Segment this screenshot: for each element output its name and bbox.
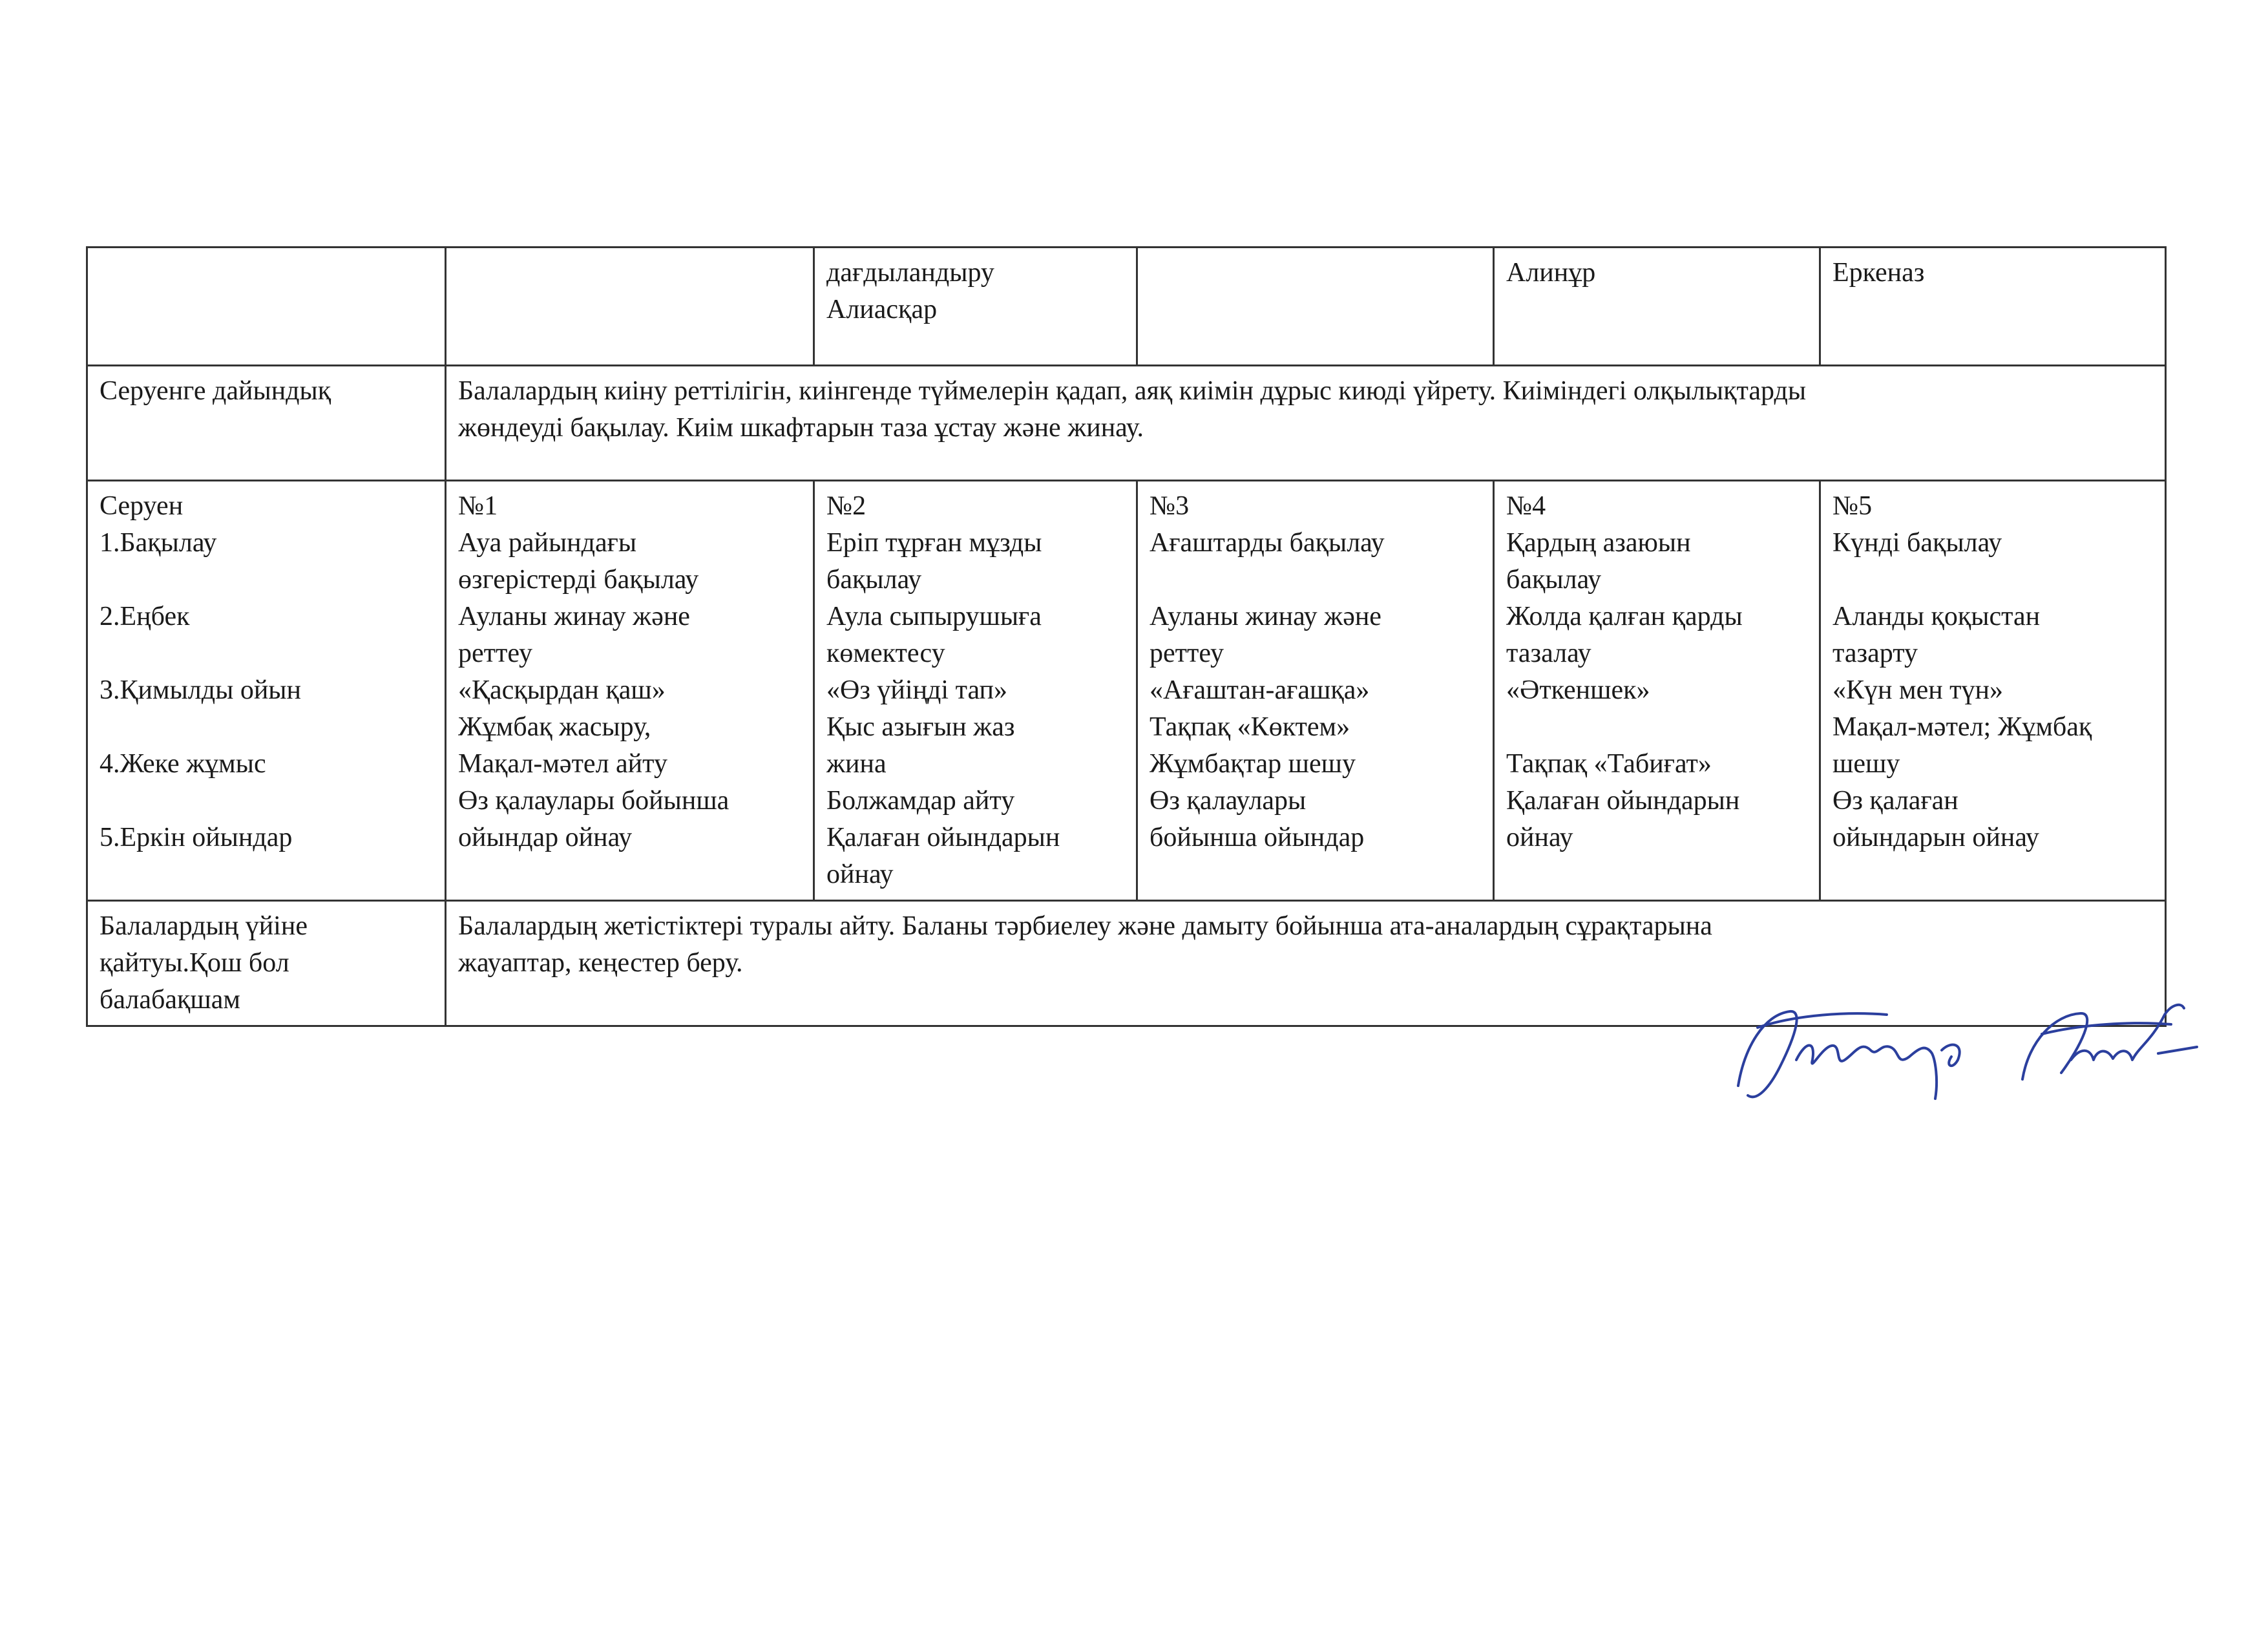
cell-text: қайтуы.Қош бол xyxy=(100,948,289,978)
cell-text: Қалаған ойындарын xyxy=(1506,786,1740,816)
cell-text: жөндеуді бақылау. Киім шкафтарын таза ұстау және жинау. xyxy=(458,413,1144,443)
cell-text: Ағаштарды бақылау xyxy=(1150,528,1385,558)
cell-text: Тақпақ «Көктем» xyxy=(1150,712,1350,742)
cell-text: Мақал-мәтел; Жұмбақ xyxy=(1832,712,2092,742)
cell-text: тазарту xyxy=(1832,639,1918,668)
cell-text: Мақал-мәтел айту xyxy=(458,749,667,779)
cell-text: Еркеназ xyxy=(1832,258,1925,288)
cell-text: 5.Еркін ойындар xyxy=(100,823,293,852)
cell-text: жауаптар, кеңестер беру. xyxy=(458,948,743,978)
cell-text: «Өз үйіңді тап» xyxy=(826,675,1008,705)
cell-walk-day4 xyxy=(1494,481,1820,901)
cell-text: реттеу xyxy=(1150,639,1224,668)
cell-text: реттеу xyxy=(458,639,532,668)
row-label-walk-preparation xyxy=(87,366,446,481)
cell-text: 3.Қимылды ойын xyxy=(100,675,302,705)
row-label-going-home xyxy=(87,901,446,1026)
cell-text: №2 xyxy=(826,491,866,521)
cell-text: балабақшам xyxy=(100,985,240,1015)
cell-text: «Күн мен түн» xyxy=(1832,675,2004,705)
cell-text: ойнау xyxy=(826,860,894,889)
cell-text: Ауа райындағы xyxy=(458,528,637,558)
cell-text: Аула сыпырушыға xyxy=(826,602,1042,631)
cell-text: тазалау xyxy=(1506,639,1591,668)
cell-text: Балалардың үйіне xyxy=(100,911,308,941)
cell-text: Жұмбақтар шешу xyxy=(1150,749,1356,779)
cell-top-col6 xyxy=(1820,248,2166,366)
cell-text: Жолда қалған қарды xyxy=(1506,602,1743,631)
cell-text: Өз қалаулары бойынша xyxy=(458,786,730,816)
cell-walk-day3 xyxy=(1137,481,1494,901)
cell-text: Балалардың жетістіктері туралы айту. Баланы тәрбиелеу және дамыту бойынша ата-аналардың сұрақтарына xyxy=(458,911,1712,941)
cell-walk-preparation-text xyxy=(446,366,2166,481)
cell-text: Қалаған ойындарын xyxy=(826,823,1060,852)
cell-empty xyxy=(446,248,814,366)
cell-text: ойнау xyxy=(1506,823,1573,852)
cell-text: «Ағаштан-ағашқа» xyxy=(1150,675,1370,705)
cell-text: №4 xyxy=(1506,491,1546,521)
cell-text: Аланды қоқыстан xyxy=(1832,602,2041,631)
cell-walk-day5 xyxy=(1820,481,2166,901)
cell-text: «Әткеншек» xyxy=(1506,675,1650,705)
cell-text: 1.Бақылау xyxy=(100,528,217,558)
cell-text: Алиасқар xyxy=(826,295,938,324)
cell-text: Өз қалаулары xyxy=(1150,786,1307,816)
cell-text: ойындарын ойнау xyxy=(1832,823,2039,852)
cell-text: бойынша ойындар xyxy=(1150,823,1365,852)
handwritten-signature xyxy=(1719,989,2210,1118)
cell-text: №5 xyxy=(1832,491,1873,521)
cell-text: бақылау xyxy=(826,565,922,595)
cell-text: Тақпақ «Табиғат» xyxy=(1506,749,1712,779)
cell-text: шешу xyxy=(1832,749,1900,779)
cell-text: Күнді бақылау xyxy=(1832,528,2002,558)
cell-text: бақылау xyxy=(1506,565,1602,595)
cell-text: Алинұр xyxy=(1506,258,1596,288)
cell-empty xyxy=(87,248,446,366)
table-row-walk xyxy=(87,481,2166,901)
cell-text: Еріп тұрған мұзды xyxy=(826,528,1042,558)
daily-plan-table xyxy=(86,246,2167,1027)
cell-text: жина xyxy=(826,749,887,779)
cell-top-col5 xyxy=(1494,248,1820,366)
cell-text: Балалардың киіну реттілігін, киінгенде түймелерін қадап, аяқ киімін дұрыс киюді үйрету. Киіміндегі олқылықтарды xyxy=(458,376,1807,406)
cell-text: Серуен xyxy=(100,491,184,521)
cell-text: 2.Еңбек xyxy=(100,602,190,631)
cell-walk-day1 xyxy=(446,481,814,901)
cell-top-col3 xyxy=(814,248,1137,366)
table-row-walk-preparation xyxy=(87,366,2166,481)
cell-text: Қыс азығын жаз xyxy=(826,712,1015,742)
cell-text: көмектесу xyxy=(826,639,945,668)
row-label-walk xyxy=(87,481,446,901)
cell-text: «Қасқырдан қаш» xyxy=(458,675,666,705)
cell-walk-day2 xyxy=(814,481,1137,901)
cell-text: дағдыландыру xyxy=(826,258,994,288)
cell-text: №3 xyxy=(1150,491,1190,521)
cell-text: Өз қалаған xyxy=(1832,786,1958,816)
cell-text: Серуенге дайындық xyxy=(100,376,331,406)
cell-text: №1 xyxy=(458,491,498,521)
cell-text: Қардың азаюын xyxy=(1506,528,1691,558)
table-row-continuation xyxy=(87,248,2166,366)
cell-text: ойындар ойнау xyxy=(458,823,633,852)
cell-text: өзгерістерді бақылау xyxy=(458,565,699,595)
cell-text: Ауланы жинау және xyxy=(1150,602,1381,631)
cell-text: Болжамдар айту xyxy=(826,786,1015,816)
cell-text: Ауланы жинау және xyxy=(458,602,690,631)
cell-text: Жұмбақ жасыру, xyxy=(458,712,651,742)
cell-text: 4.Жеке жұмыс xyxy=(100,749,266,779)
cell-empty xyxy=(1137,248,1494,366)
